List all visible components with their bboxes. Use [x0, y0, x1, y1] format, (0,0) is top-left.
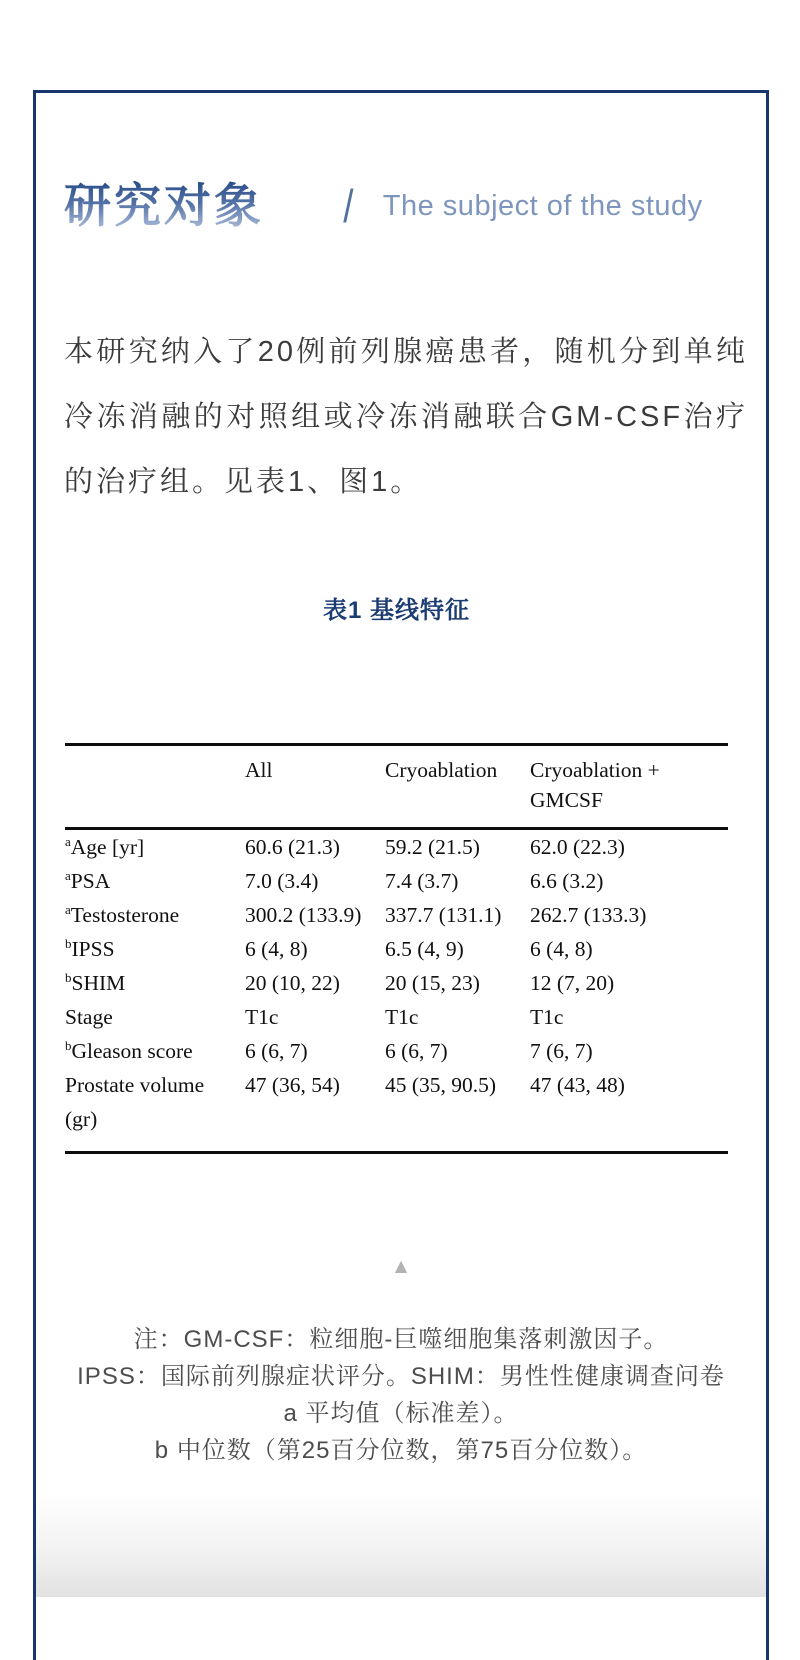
- table-row: [65, 966, 728, 1000]
- cell-cryoablation: 20 (15, 23): [385, 971, 480, 995]
- cell-cryoablation: 59.2 (21.5): [385, 835, 480, 859]
- cell-cryoablation-gmcsf: 12 (7, 20): [530, 971, 615, 995]
- cell-cryoablation: 6.5 (4, 9): [385, 937, 464, 961]
- table-caption: 表1 基线特征: [322, 597, 470, 624]
- intro-paragraph: 本研究纳入了20例前列腺癌患者，随机分到单纯冷冻消融的对照组或冷冻消融联合GM-CSF治疗的治疗组。见表1、图1。: [64, 336, 748, 498]
- row-label: [65, 864, 245, 898]
- cell-all: 6 (4, 8): [245, 937, 308, 961]
- row-label: [65, 829, 245, 865]
- cell-cryoablation: 337.7 (131.1): [385, 903, 502, 927]
- table-row: [65, 1000, 728, 1034]
- row-label-superscript: a: [65, 901, 71, 917]
- table-header-row: [65, 745, 728, 829]
- row-label-text: Gleason score: [71, 1039, 193, 1063]
- cell-cryoablation-gmcsf: 47 (43, 48): [530, 1073, 625, 1097]
- row-label-text: IPSS: [71, 937, 115, 961]
- row-label-text: Age [yr]: [70, 835, 145, 859]
- table-row: [65, 829, 728, 865]
- col-header-cryoablation-gmcsf: Cryoablation + GMCSF: [530, 745, 728, 829]
- row-label: [65, 932, 245, 966]
- row-label-text: SHIM: [71, 971, 126, 995]
- row-label-superscript: b: [65, 969, 72, 985]
- row-label: [65, 1000, 245, 1034]
- section-bottom-gradient: [36, 1493, 766, 1597]
- table-notes: [36, 1321, 766, 1469]
- cell-cryoablation-gmcsf: 6.6 (3.2): [530, 869, 604, 893]
- table-row: [65, 864, 728, 898]
- section-title-cn: 研究对象: [64, 179, 264, 233]
- row-label-superscript: b: [65, 1037, 72, 1053]
- cell-cryoablation-gmcsf: 262.7 (133.3): [530, 903, 647, 927]
- row-label: [65, 898, 245, 932]
- note-line: b 中位数（第25百分位数，第75百分位数）。: [154, 1437, 648, 1464]
- cell-cryoablation: 7.4 (3.7): [385, 869, 459, 893]
- note-line: 注：GM-CSF：粒细胞-巨噬细胞集落刺激因子。: [133, 1326, 669, 1353]
- content-frame: [33, 90, 769, 1660]
- slash-divider: /: [343, 180, 354, 232]
- cell-all: 47 (36, 54): [245, 1073, 340, 1097]
- note-line: IPSS：国际前列腺症状评分。SHIM：男性性健康调查问卷: [77, 1363, 725, 1390]
- table-row: [65, 1068, 728, 1153]
- cell-all: 300.2 (133.9): [245, 903, 362, 927]
- cell-cryoablation-gmcsf: 62.0 (22.3): [530, 835, 625, 859]
- table-row: [65, 898, 728, 932]
- row-label: [65, 1034, 245, 1068]
- row-label: [65, 966, 245, 1000]
- row-label-superscript: a: [65, 833, 71, 849]
- row-label-text: Testosterone: [70, 903, 180, 927]
- section-header: [64, 179, 703, 233]
- triangle-up-icon: ▲: [390, 1255, 412, 1278]
- row-label-text: Prostate volume (gr): [65, 1073, 205, 1131]
- col-header-all: All: [245, 745, 385, 829]
- row-label-text: PSA: [70, 869, 111, 893]
- row-label-superscript: b: [65, 935, 72, 951]
- cell-all: T1c: [245, 1005, 279, 1029]
- row-label-superscript: a: [65, 867, 71, 883]
- table-row: [65, 1034, 728, 1068]
- cell-all: 7.0 (3.4): [245, 869, 319, 893]
- col-header-empty: [65, 745, 245, 829]
- section-title-en: The subject of the study: [382, 189, 703, 222]
- cell-cryoablation: 6 (6, 7): [385, 1039, 448, 1063]
- cell-all: 20 (10, 22): [245, 971, 340, 995]
- col-header-cryoablation: Cryoablation: [385, 745, 530, 829]
- cell-cryoablation-gmcsf: 6 (4, 8): [530, 937, 593, 961]
- note-line: a 平均值（标准差）。: [283, 1400, 519, 1427]
- cell-cryoablation-gmcsf: T1c: [530, 1005, 564, 1029]
- table-row: [65, 932, 728, 966]
- cell-all: 60.6 (21.3): [245, 835, 340, 859]
- row-label-text: Stage: [65, 1005, 113, 1029]
- cell-cryoablation: T1c: [385, 1005, 419, 1029]
- baseline-characteristics-table: [65, 743, 728, 1154]
- row-label: [65, 1068, 245, 1153]
- cell-cryoablation-gmcsf: 7 (6, 7): [530, 1039, 593, 1063]
- cell-cryoablation: 45 (35, 90.5): [385, 1073, 497, 1097]
- cell-all: 6 (6, 7): [245, 1039, 308, 1063]
